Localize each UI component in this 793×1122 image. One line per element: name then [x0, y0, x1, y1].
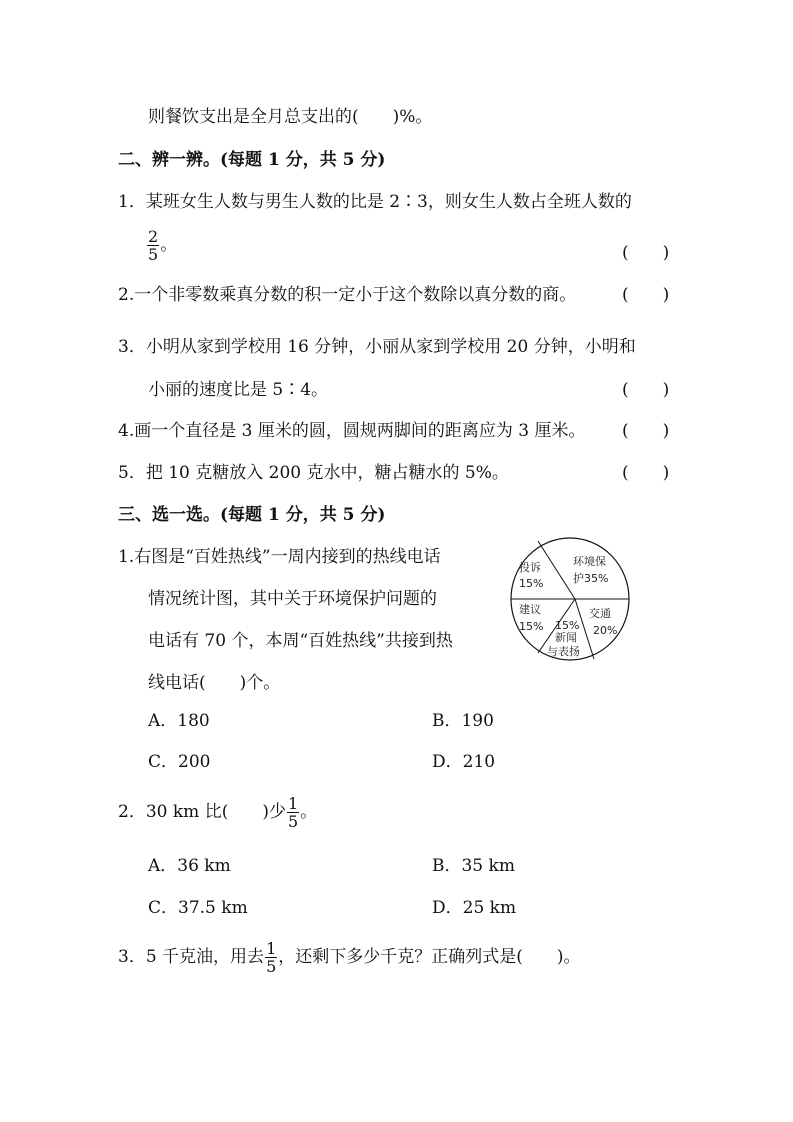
item-text-line2: 小丽的速度比是 5∶4。 — [148, 380, 329, 400]
item-number: 2． — [118, 802, 146, 822]
section3-heading: 三、选一选。(每题 1 分，共 5 分) — [118, 505, 386, 525]
question-text-line2: 情况统计图，其中关于环境保护问题的 — [148, 589, 437, 609]
item-number: 3． — [118, 947, 146, 967]
answer-blank[interactable]: ( ) — [622, 243, 670, 263]
option-a[interactable]: A．36 km — [148, 856, 231, 876]
item-text: 画一个直径是 3 厘米的圆，圆规两脚间的距离应为 3 厘米。 — [134, 421, 586, 441]
question-text: 30 km 比( )少 — [145, 802, 286, 822]
option-c[interactable]: C．200 — [148, 752, 211, 772]
item-number: 1． — [118, 192, 146, 212]
answer-blank[interactable]: ( ) — [622, 285, 670, 305]
option-d[interactable]: D．210 — [432, 752, 496, 772]
item-text: 一个非零数乘真分数的积一定小于这个数除以真分数的商。 — [134, 285, 577, 305]
item-number: 4. — [118, 421, 135, 441]
svg-text:投诉: 投诉 — [519, 561, 541, 574]
option-b[interactable]: B．35 km — [432, 856, 515, 876]
svg-text:建议: 建议 — [519, 603, 541, 616]
svg-text:与表扬: 与表扬 — [547, 645, 580, 658]
question-text-line4: 线电话( )个。 — [148, 673, 281, 693]
item-text: 某班女生人数与男生人数的比是 2∶3，则女生人数占全班人数的 — [145, 192, 632, 212]
item-number: 2. — [118, 285, 135, 305]
item-text: 小明从家到学校用 16 分钟，小丽从家到学校用 20 分钟，小明和 — [145, 337, 636, 357]
question-text: 5 千克油，用去 — [145, 947, 265, 967]
answer-blank[interactable]: ( ) — [622, 380, 670, 400]
svg-text:交通: 交通 — [589, 607, 611, 620]
question-text-line1: 右图是“百姓热线”一周内接到的热线电话 — [134, 547, 441, 567]
fraction: $\frac{1}{5}$ — [287, 794, 299, 831]
svg-text:护35%: 护35% — [573, 572, 609, 585]
svg-text:15%: 15% — [555, 619, 580, 632]
option-c[interactable]: C．37.5 km — [148, 898, 248, 918]
item-number: 1. — [118, 547, 135, 567]
option-d[interactable]: D．25 km — [432, 898, 517, 918]
pie-chart — [505, 533, 635, 663]
item-number: 5． — [118, 463, 146, 483]
svg-text:新闻: 新闻 — [555, 631, 577, 644]
option-a[interactable]: A．180 — [148, 711, 210, 731]
item-number: 3． — [118, 337, 146, 357]
item-text: 把 10 克糖放入 200 克水中，糖占糖水的 5%。 — [145, 463, 509, 483]
section2-heading: 二、辨一辨。(每题 1 分，共 5 分) — [118, 150, 386, 170]
continuation-text: 则餐饮支出是全月总支出的( )%。 — [148, 107, 433, 127]
question-text-line3: 电话有 70 个，本周“百姓热线”共接到热 — [148, 631, 453, 651]
answer-blank[interactable]: ( ) — [622, 463, 670, 483]
option-b[interactable]: B．190 — [432, 711, 494, 731]
svg-text:20%: 20% — [593, 624, 618, 637]
fraction: $\frac{2}{5}$ — [148, 227, 159, 264]
svg-text:15%: 15% — [519, 577, 544, 590]
svg-text:环境保: 环境保 — [573, 555, 606, 568]
answer-blank[interactable]: ( ) — [622, 421, 670, 441]
fraction: $\frac{1}{5}$ — [266, 939, 277, 976]
svg-text:15%: 15% — [519, 620, 544, 633]
